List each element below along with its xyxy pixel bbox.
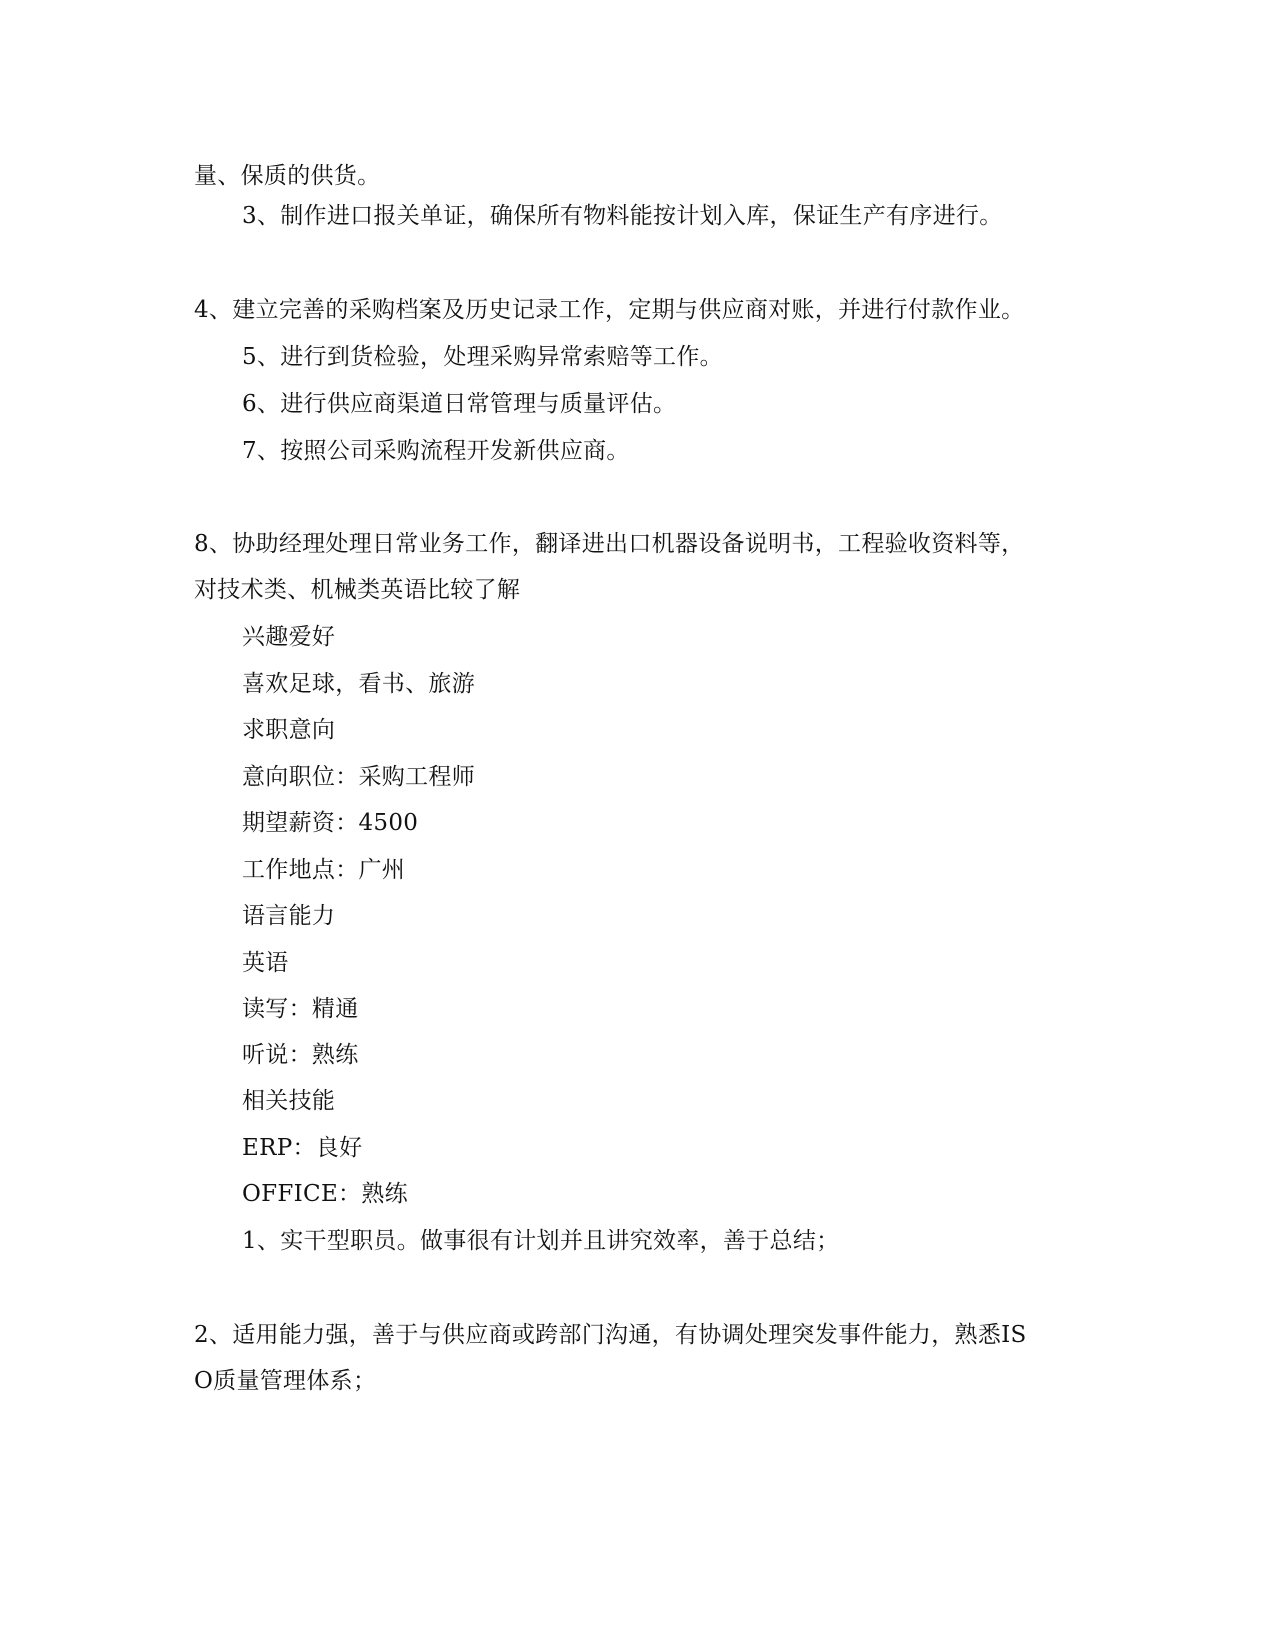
text-line: 6、进行供应商渠道日常管理与质量评估。	[242, 391, 677, 417]
text-line: 期望薪资：4500	[242, 810, 419, 836]
text-line: 读写：精通	[242, 996, 359, 1022]
text-line: 意向职位：采购工程师	[242, 764, 475, 790]
text-line: 对技术类、机械类英语比较了解	[194, 577, 521, 603]
section-heading: 语言能力	[242, 903, 336, 929]
section-heading: 相关技能	[242, 1088, 336, 1114]
text-line: 量、保质的供货。	[194, 163, 381, 189]
text-line: 2、适用能力强，善于与供应商或跨部门沟通，有协调处理突发事件能力，熟悉IS	[194, 1322, 1027, 1348]
text-line: 英语	[242, 950, 289, 976]
text-line: O质量管理体系；	[194, 1368, 377, 1394]
text-line: 喜欢足球，看书、旅游	[242, 671, 475, 697]
text-line: 工作地点：广州	[242, 857, 406, 883]
text-line: OFFICE：熟练	[242, 1181, 408, 1207]
text-line: 1、实干型职员。做事很有计划并且讲究效率，善于总结；	[242, 1228, 840, 1254]
section-heading: 兴趣爱好	[242, 624, 336, 650]
text-line: 3、制作进口报关单证，确保所有物料能按计划入库，保证生产有序进行。	[242, 203, 1003, 229]
text-line: 4、建立完善的采购档案及历史记录工作，定期与供应商对账，并进行付款作业。	[194, 297, 1025, 323]
text-line: 听说：熟练	[242, 1042, 359, 1068]
text-line: 8、协助经理处理日常业务工作，翻译进出口机器设备说明书，工程验收资料等，	[194, 531, 1025, 557]
text-line: 5、进行到货检验，处理采购异常索赔等工作。	[242, 344, 723, 370]
text-line: ERP：良好	[242, 1135, 363, 1161]
section-heading: 求职意向	[242, 717, 336, 743]
text-line: 7、按照公司采购流程开发新供应商。	[242, 438, 630, 464]
